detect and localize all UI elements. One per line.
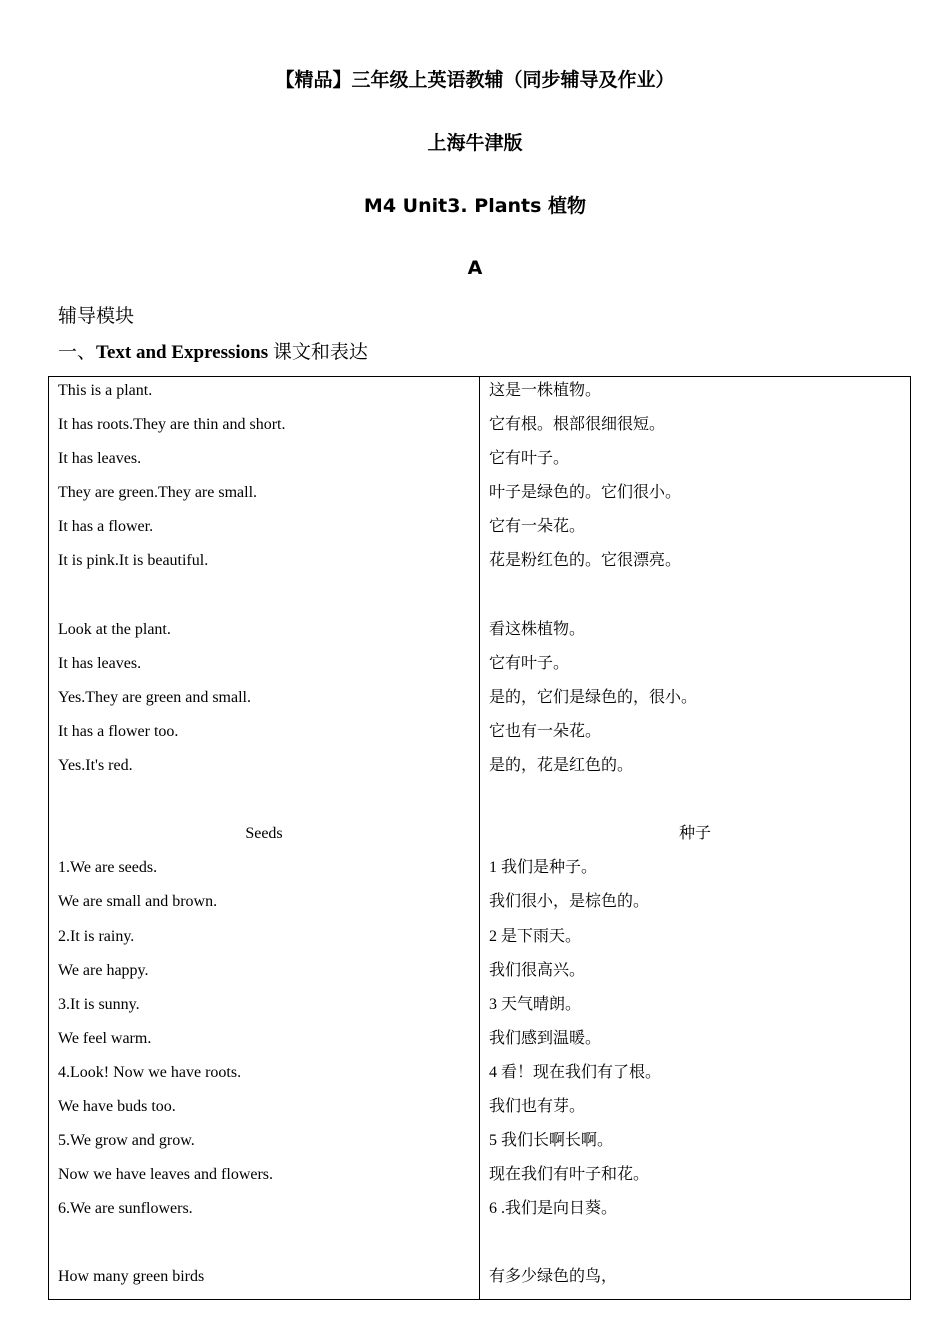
english-text-line <box>49 1230 479 1264</box>
section-heading-chinese: 课文和表达 <box>268 342 368 363</box>
english-text-line: Look at the plant. <box>58 620 171 638</box>
section-number: 一、 <box>58 342 97 363</box>
english-text-line: It has leaves. <box>58 654 142 672</box>
chinese-text-line: 现在我们有叶子和花。 <box>489 1166 650 1184</box>
english-text-line: 1.We are seeds. <box>58 859 158 877</box>
chinese-text-line: 我们很高兴。 <box>489 961 586 979</box>
chinese-text-line: 是的，花是红色的。 <box>489 757 634 775</box>
text-table <box>48 376 911 1300</box>
english-text-line: 3.It is sunny. <box>58 995 140 1013</box>
english-text-line <box>49 787 479 821</box>
english-text-line: How many green birds <box>58 1268 205 1286</box>
chinese-text-line: 这是一株植物。 <box>489 382 602 399</box>
chinese-text-line: 4 看！现在我们有了根。 <box>489 1063 662 1081</box>
chinese-text-line: 有多少绿色的鸟， <box>489 1268 618 1286</box>
english-text-line: We feel warm. <box>58 1029 152 1047</box>
english-text-line: It has roots.They are thin and short. <box>58 416 286 434</box>
part-title: A <box>467 257 483 279</box>
chinese-text-line: 我们也有芽。 <box>489 1097 586 1115</box>
english-text-line: Yes.They are green and small. <box>58 688 251 706</box>
chinese-text-line: 看这株植物。 <box>489 620 586 638</box>
chinese-text-line: 它也有一朵花。 <box>489 722 602 740</box>
english-text-line: Now we have leaves and flowers. <box>58 1166 274 1184</box>
chinese-text-line: 种子 <box>678 825 711 843</box>
chinese-column <box>480 377 911 1300</box>
chinese-text-line: 3 天气晴朗。 <box>489 995 582 1013</box>
chinese-text-line <box>480 787 910 821</box>
english-text-line: It has a flower too. <box>58 722 179 740</box>
chinese-text-line: 2 是下雨天。 <box>489 927 582 945</box>
english-text-line: This is a plant. <box>58 382 153 399</box>
english-column <box>49 377 480 1300</box>
module-label: 辅导模块 <box>58 306 135 327</box>
english-text-line: 2.It is rainy. <box>58 927 135 945</box>
section-heading <box>58 341 368 365</box>
chinese-text-line: 它有根。根部很细很短。 <box>489 416 666 434</box>
english-text-line: 4.Look! Now we have roots. <box>58 1063 242 1081</box>
document-title: 【精品】三年级上英语教辅（同步辅导及作业） <box>275 69 675 91</box>
english-text-line: Seeds <box>245 825 283 843</box>
chinese-text-line <box>480 583 910 617</box>
english-text-line: Yes.It's red. <box>58 757 133 775</box>
english-text-line: We have buds too. <box>58 1097 176 1115</box>
chinese-text-line: 6 .我们是向日葵。 <box>489 1200 618 1218</box>
chinese-text-line: 5 我们长啊长啊。 <box>489 1132 614 1150</box>
english-text-line: 5.We grow and grow. <box>58 1132 195 1150</box>
chinese-text-line: 它有一朵花。 <box>489 518 586 536</box>
chinese-text-line: 它有叶子。 <box>489 654 570 672</box>
english-text-line: We are happy. <box>58 961 149 979</box>
english-text-line: 6.We are sunflowers. <box>58 1200 193 1218</box>
chinese-text-line: 我们感到温暖。 <box>489 1029 602 1047</box>
chinese-text-line <box>480 1230 910 1264</box>
english-text-line <box>49 583 479 617</box>
chinese-text-line: 叶子是绿色的。它们很小。 <box>489 484 682 502</box>
chinese-text-line: 它有叶子。 <box>489 450 570 468</box>
english-text-line: We are small and brown. <box>58 893 218 911</box>
english-text-line: It has a flower. <box>58 518 154 536</box>
chinese-text-line: 是的，它们是绿色的，很小。 <box>489 688 698 706</box>
edition-title: 上海牛津版 <box>427 132 523 154</box>
english-text-line: They are green.They are small. <box>58 484 258 502</box>
english-text-line: It is pink.It is beautiful. <box>58 552 209 570</box>
unit-title: M4 Unit3. Plants 植物 <box>363 195 587 217</box>
chinese-text-line: 我们很小，是棕色的。 <box>489 893 650 911</box>
english-text-line: It has leaves. <box>58 450 142 468</box>
chinese-text-line: 花是粉红色的。它很漂亮。 <box>489 552 682 570</box>
chinese-text-line: 1 我们是种子。 <box>489 859 598 877</box>
section-heading-english: Text and Expressions <box>96 342 269 363</box>
